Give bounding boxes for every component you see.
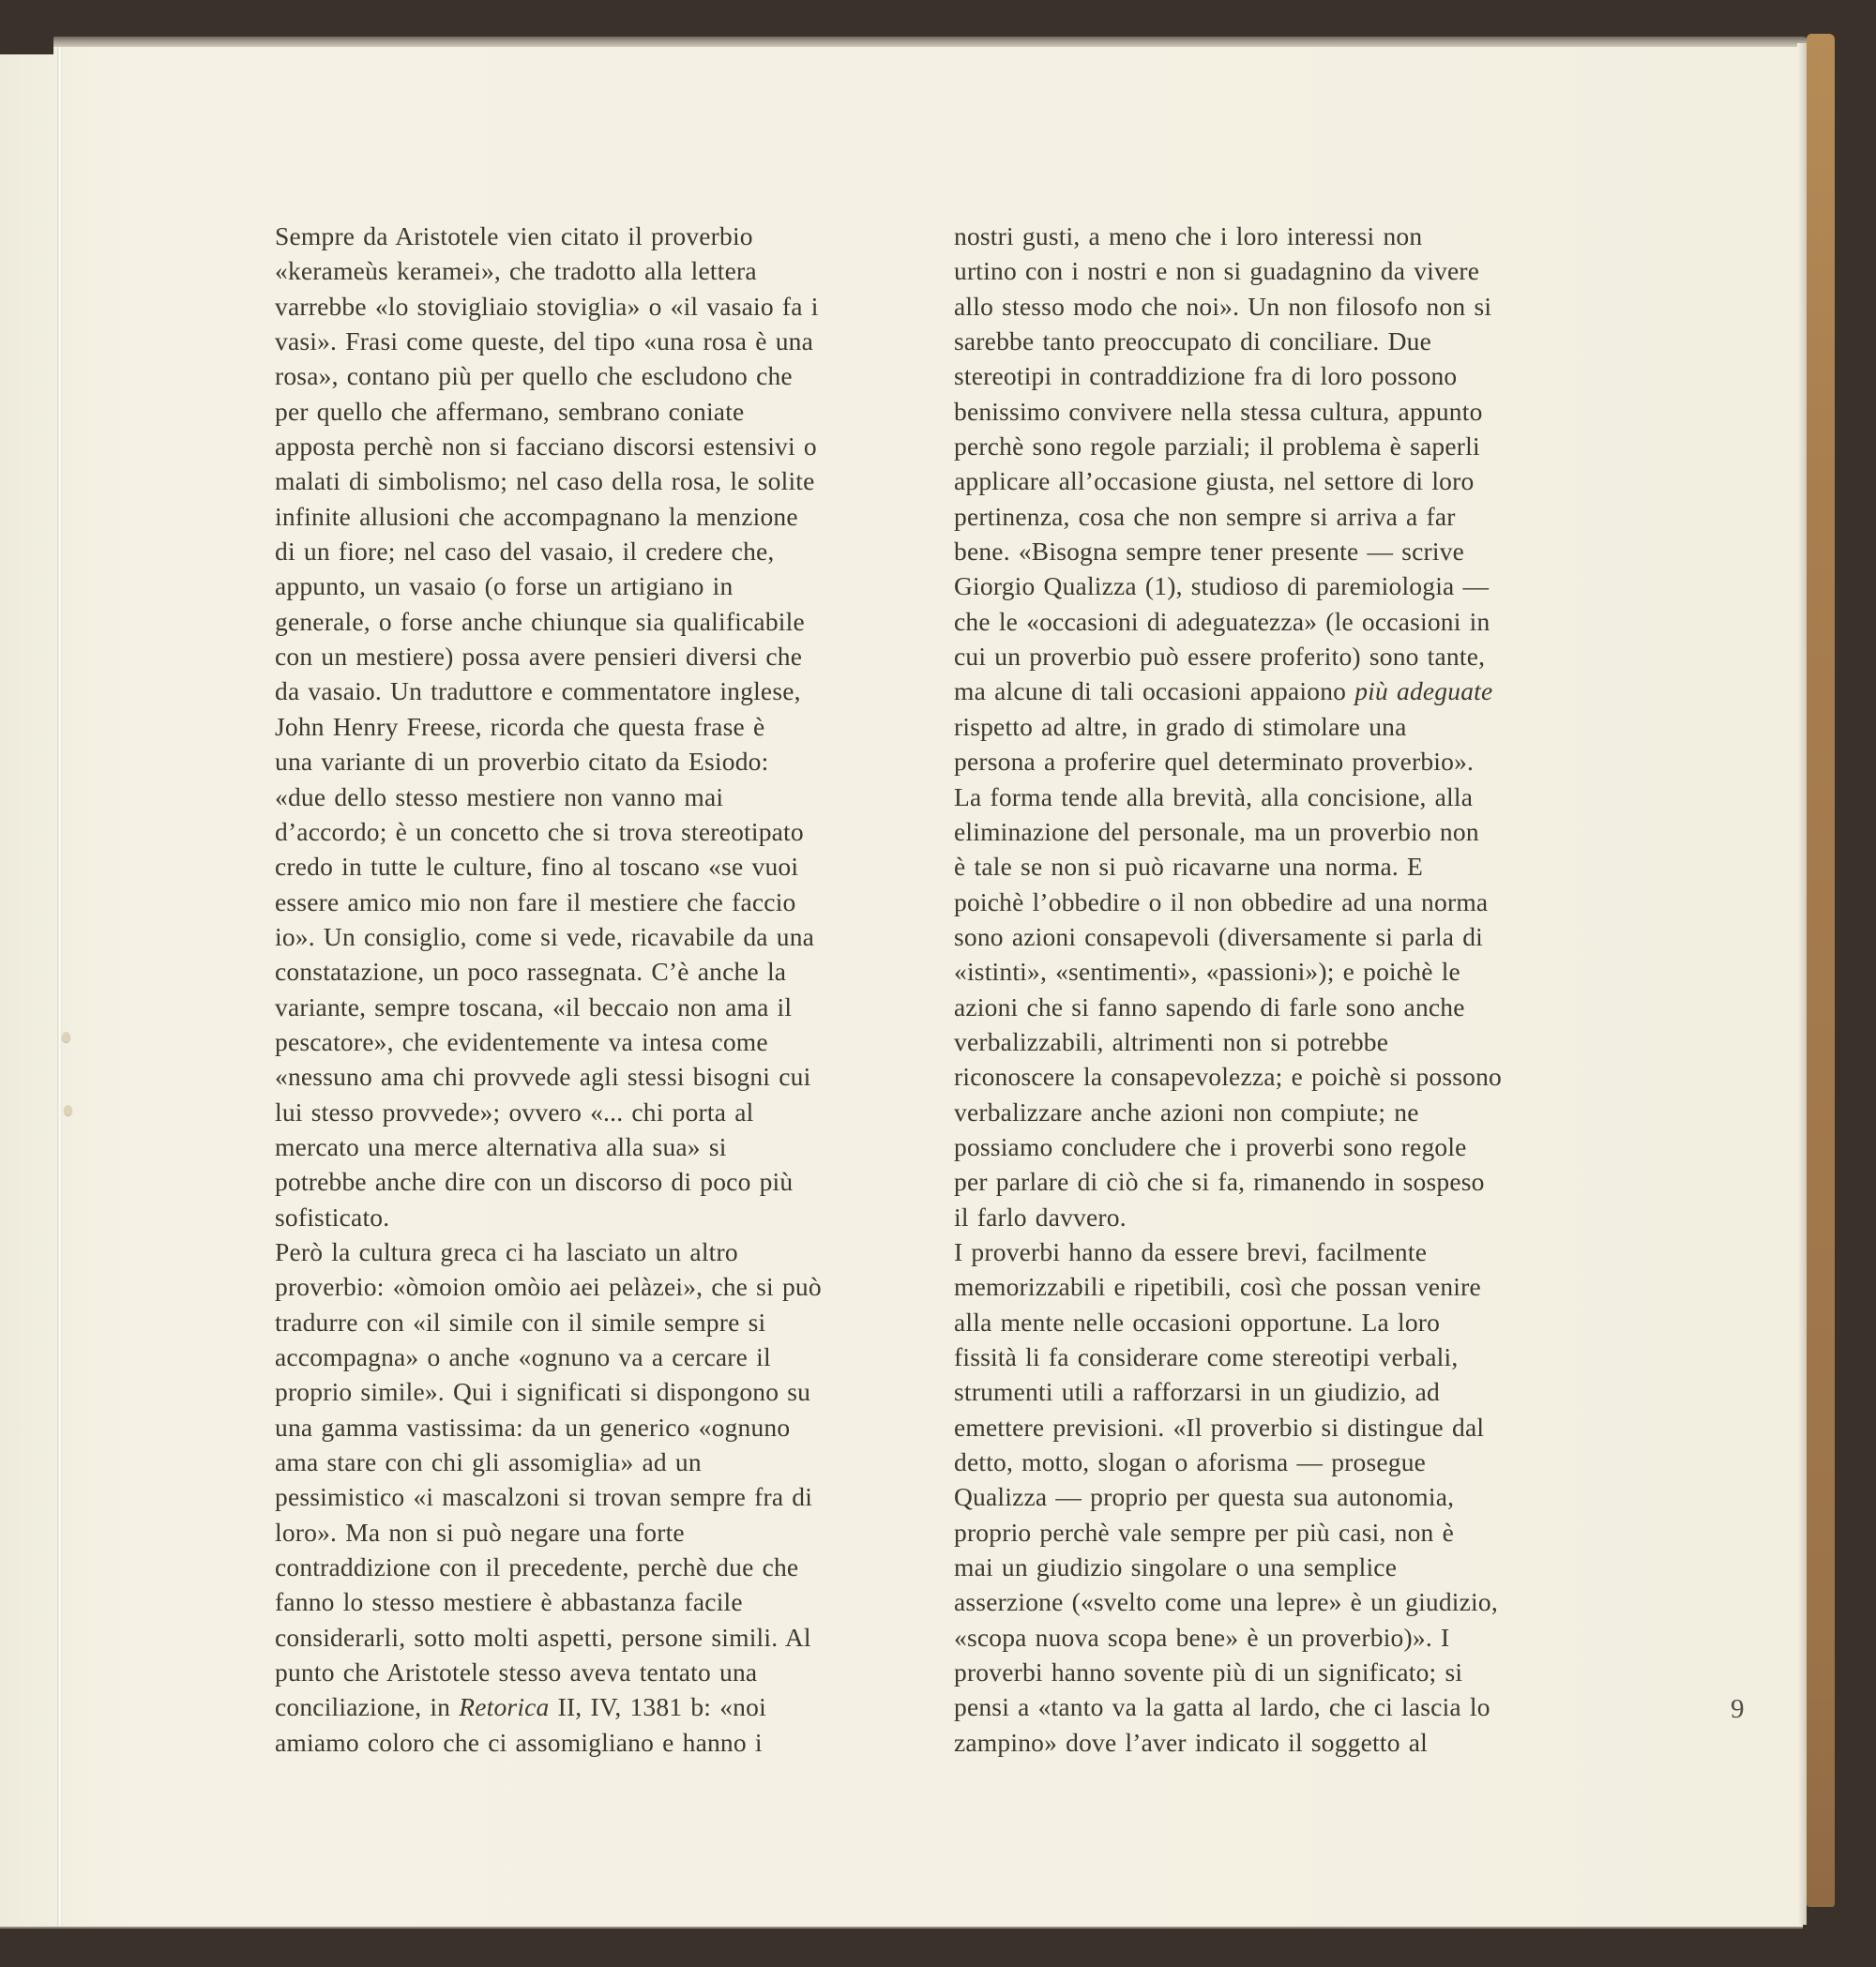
text-line: per quello che affermano, sembrano coniate [275,396,745,426]
text-line: pessimistico «i mascalzoni si trovan sempre fra di [275,1482,813,1512]
text-line: mercato una merce alternativa alla sua» si [275,1131,727,1161]
text-line: contraddizione con il precedente, perchè due che [275,1552,799,1582]
text-line: verbalizzare anche azioni non compiute; ne [954,1097,1419,1127]
text-line: rispetto ad altre, in grado di stimolare una [954,711,1407,741]
text-line: poichè l’obbedire o il non obbedire ad una norma [954,886,1489,916]
text-column-right [954,219,1581,1760]
text-line: proprio perchè vale sempre per più casi, non è [954,1517,1454,1547]
text-line: mai un giudizio singolare o una semplice [954,1552,1398,1582]
text-line: generale, o forse anche chiunque sia qualificabile [275,606,805,636]
text-line: urtino con i nostri e non si guadagnino da vivere [954,256,1480,286]
text-line: fissità li fa considerare come stereotipi verbali, [954,1342,1459,1371]
text-line: John Henry Freese, ricorda che questa frase è [275,711,765,741]
text-line: potrebbe anche dire con un discorso di poco più [275,1167,794,1197]
text-line: sono azioni consapevoli (diversamente si parla di [954,921,1483,951]
text-line: con un mestiere) possa avere pensieri diversi che [275,642,803,672]
text-line: allo stesso modo che noi». Un non filosofo non si [954,291,1492,321]
text-line: persona a proferire quel determinato proverbio». [954,747,1475,777]
text-line: conciliazione, in Retorica II, IV, 1381 b: «noi [275,1692,766,1722]
text-line: azioni che si fanno sapendo di farle sono anche [954,991,1465,1021]
text-line: proprio simile». Qui i significati si dispongono su [275,1377,811,1407]
text-line: alla mente nelle occasioni opportune. La loro [954,1307,1441,1337]
text-line: Qualizza — proprio per questa sua autonomia, [954,1482,1455,1512]
text-line: tradurre con «il simile con il simile sempre si [275,1307,766,1337]
text-line: riconoscere la consapevolezza; e poichè si possono [954,1062,1503,1092]
text-line: una variante di un proverbio citato da Esiodo: [275,747,769,777]
text-line: «due dello stesso mestiere non vanno mai [275,781,724,811]
text-line: ama stare con chi gli assomiglia» ad un [275,1447,702,1477]
text-line: variante, sempre toscana, «il beccaio non ama il [275,991,793,1021]
text-line: considerarli, sotto molti aspetti, persone simili. Al [275,1622,811,1652]
text-line: accompagna» o anche «ognuno va a cercare il [275,1342,771,1371]
text-line: loro». Ma non si può negare una forte [275,1517,685,1547]
text-line: fanno lo stesso mestiere è abbastanza facile [275,1587,743,1617]
text-line: credo in tutte le culture, fino al toscano «se vuoi [275,852,799,882]
text-line: constatazione, un poco rassegnata. C’è anche la [275,957,787,987]
text-line: I proverbi hanno da essere brevi, facilmente [954,1236,1428,1266]
text-line: per parlare di ciò che si fa, rimanendo in sospeso [954,1167,1485,1197]
binding-mark [62,1032,70,1042]
text-column-left [275,219,885,1760]
text-line: Giorgio Qualizza (1), studioso di paremiologia — [954,571,1490,601]
text-line: essere amico mio non fare il mestiere che faccio [275,886,796,916]
text-line: pertinenza, cosa che non sempre si arriva a far [954,501,1456,531]
text-line: verbalizzabili, altrimenti non si potrebbe [954,1026,1389,1056]
page-spine-crease [57,47,62,1927]
text-line: proverbi hanno sovente più di un significato; si [954,1657,1463,1687]
background-corner [0,0,53,54]
page-number: 9 [1731,1694,1745,1724]
text-line: malati di simbolismo; nel caso della rosa, le solite [275,466,815,496]
text-line: strumenti utili a rafforzarsi in un giudizio, ad [954,1377,1440,1407]
text-line: sofisticato. [275,1202,390,1232]
text-line: nostri gusti, a meno che i loro interessi non [954,221,1423,250]
text-line: «nessuno ama chi provvede agli stessi bisogni cui [275,1062,811,1092]
text-line: appunto, un vasaio (o forse un artigiano in [275,571,734,601]
text-line: perchè sono regole parziali; il problema è saperli [954,431,1480,461]
text-line: «kerameùs keramei», che tradotto alla lettera [275,256,757,286]
text-line: emettere previsioni. «Il proverbio si distingue dal [954,1412,1485,1442]
text-line: vasi». Frasi come queste, del tipo «una rosa è una [275,326,814,356]
text-line: ma alcune di tali occasioni appaiono più adeguate [954,676,1493,706]
text-line: di un fiore; nel caso del vasaio, il credere che, [275,537,775,567]
text-line: d’accordo; è un concetto che si trova stereotipato [275,816,804,846]
text-line: bene. «Bisogna sempre tener presente — scrive [954,537,1465,567]
page-right-edge [1797,43,1807,1925]
text-line: applicare all’occasione giusta, nel settore di loro [954,466,1475,496]
text-line: è tale se non si può ricavarne una norma. E [954,852,1424,882]
text-line: una gamma vastissima: da un generico «ognuno [275,1412,791,1442]
text-line: lui stesso provvede»; ovvero «... chi porta al [275,1097,754,1127]
text-line: zampino» dove l’aver indicato il soggetto al [954,1727,1428,1757]
text-line: il farlo davvero. [954,1202,1127,1232]
text-line: eliminazione del personale, ma un proverbio non [954,816,1479,846]
text-line: detto, motto, slogan o aforisma — prosegue [954,1447,1427,1477]
text-line: che le «occasioni di adeguatezza» (le occasioni in [954,606,1490,636]
text-line: benissimo convivere nella stessa cultura, appunto [954,396,1483,426]
text-line: La forma tende alla brevità, alla concisione, alla [954,781,1474,811]
text-line: io». Un consiglio, come si vede, ricavabile da una [275,921,815,951]
text-line: rosa», contano più per quello che escludono che [275,361,793,391]
text-line: Sempre da Aristotele vien citato il proverbio [275,221,753,250]
text-line: da vasaio. Un traduttore e commentatore inglese, [275,676,801,706]
text-line: memorizzabili e ripetibili, così che possan venire [954,1272,1481,1302]
text-line: asserzione («svelto come una lepre» è un giudizio, [954,1587,1498,1617]
text-line: pensi a «tanto va la gatta al lardo, che ci lascia lo [954,1692,1490,1722]
text-line: amiamo coloro che ci assomigliano e hanno i [275,1727,763,1757]
text-line: «scopa nuova scopa bene» è un proverbio)». I [954,1622,1450,1652]
text-line: Però la cultura greca ci ha lasciato un altro [275,1236,738,1266]
text-line: cui un proverbio può essere proferito) sono tante, [954,642,1486,672]
text-line: sarebbe tanto preoccupato di conciliare. Due [954,326,1431,356]
text-line: pescatore», che evidentemente va intesa come [275,1026,768,1056]
text-line: proverbio: «òmoion omòio aei pelàzei», che si può [275,1272,822,1302]
text-line: infinite allusioni che accompagnano la menzione [275,501,798,531]
text-line: stereotipi in contraddizione fra di loro possono [954,361,1458,391]
text-line: punto che Aristotele stesso aveva tentato una [275,1657,758,1687]
text-line: «istinti», «sentimenti», «passioni»); e poichè le [954,957,1460,987]
text-line: varrebbe «lo stovigliaio stoviglia» o «il vasaio fa i [275,291,819,321]
text-line: possiamo concludere che i proverbi sono regole [954,1131,1467,1161]
binding-mark [64,1105,72,1115]
text-line: apposta perchè non si facciano discorsi estensivi o [275,431,817,461]
cover-edge-strip [1807,34,1835,1907]
